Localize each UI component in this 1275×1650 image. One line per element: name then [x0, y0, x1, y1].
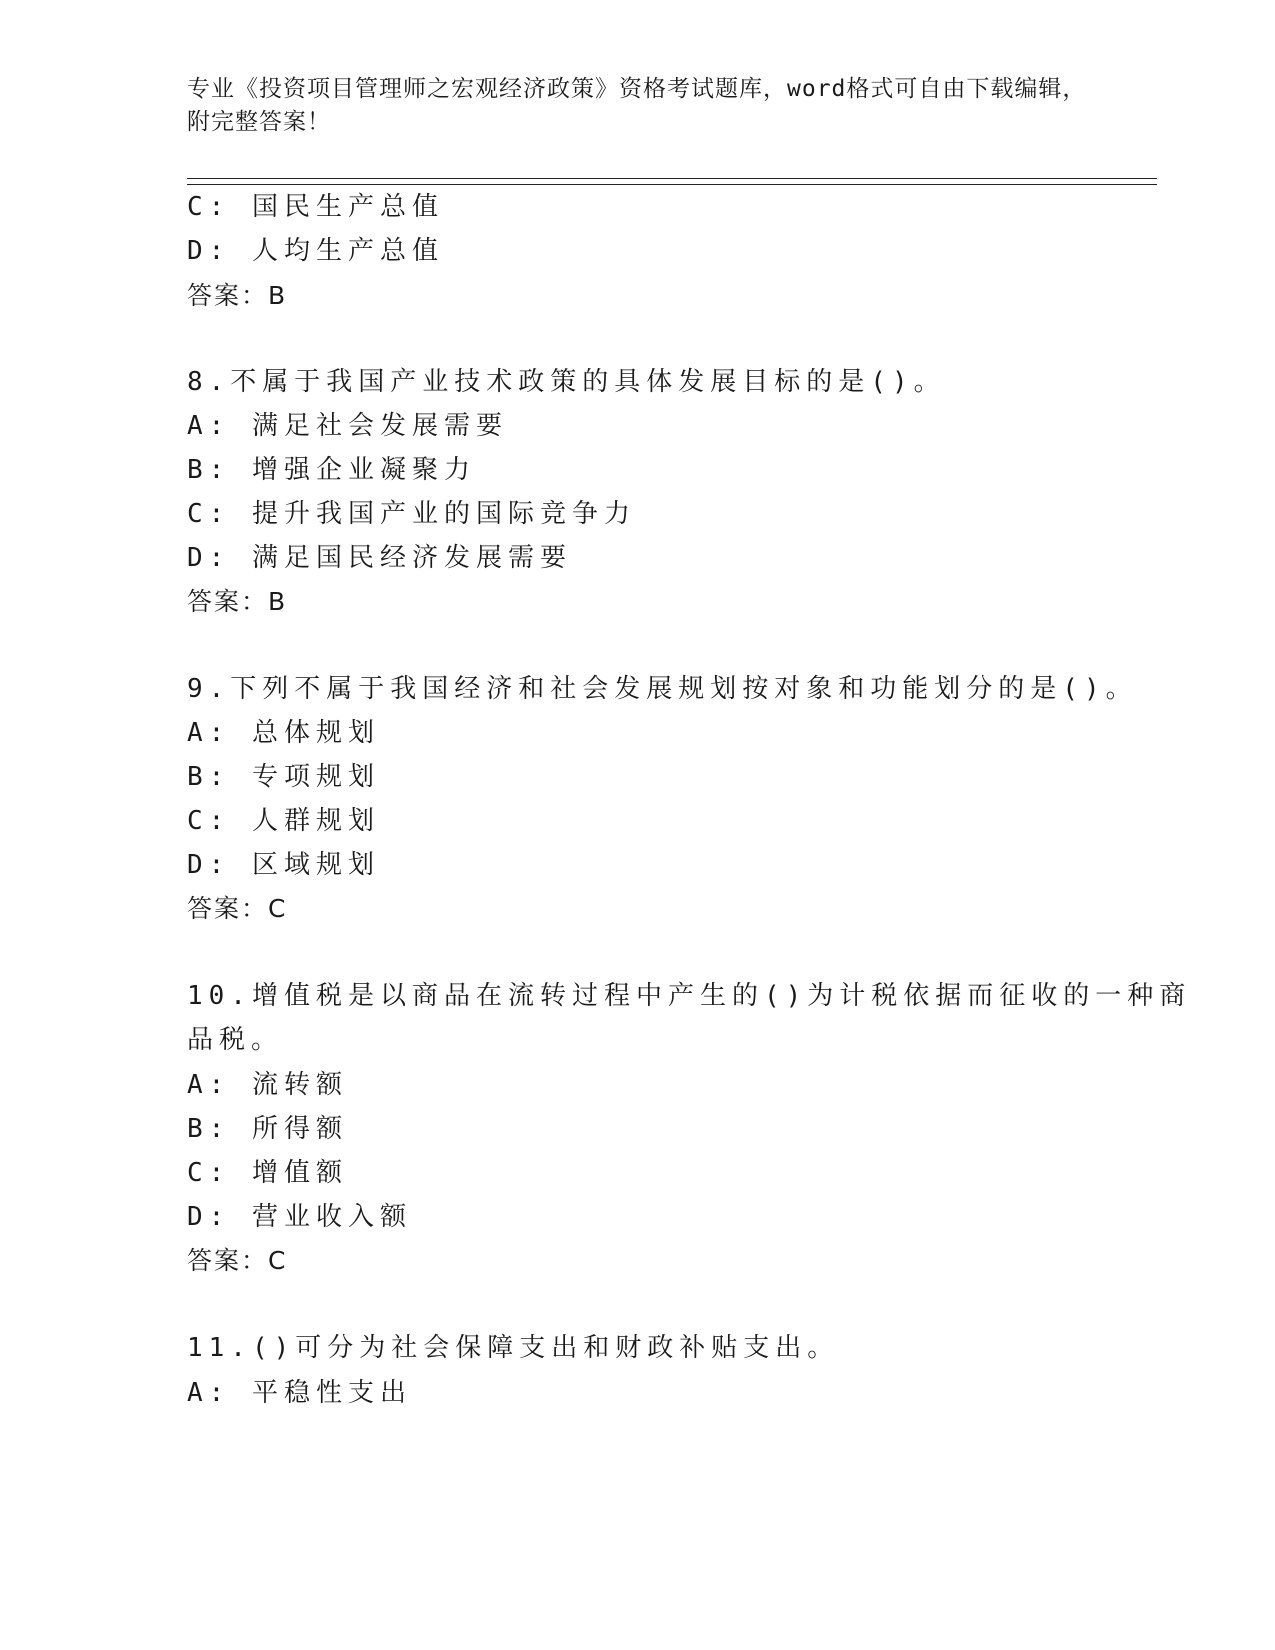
question-10: 10.增值税是以商品在流转过程中产生的()为计税依据而征收的一种商 — [187, 981, 1192, 1011]
answer: 答案：C — [187, 1246, 288, 1275]
header-rule-bottom — [187, 184, 1157, 185]
header-rule-top — [187, 178, 1157, 179]
option-a: A: 总体规划 — [187, 718, 380, 748]
option-a: A: 流转额 — [187, 1070, 348, 1100]
option-d: D: 营业收入额 — [187, 1202, 412, 1232]
option-c: C: 增值额 — [187, 1158, 348, 1188]
answer: 答案：C — [187, 894, 288, 923]
question-10-continued: 品税。 — [187, 1025, 284, 1055]
answer: 答案：B — [187, 587, 288, 616]
question-11: 11.()可分为社会保障支出和财政补贴支出。 — [187, 1333, 840, 1363]
option-b: B: 专项规划 — [187, 762, 380, 792]
document-header: 专业《投资项目管理师之宏观经济政策》资格考试题库，word格式可自由下载编辑，附完整答案！ — [187, 76, 1087, 135]
option-c: C: 提升我国产业的国际竞争力 — [187, 499, 636, 529]
question-9: 9.下列不属于我国经济和社会发展规划按对象和功能划分的是()。 — [187, 674, 1138, 704]
option-b: B: 所得额 — [187, 1114, 348, 1144]
option-a: A: 平稳性支出 — [187, 1378, 412, 1408]
option-c: C: 国民生产总值 — [187, 192, 444, 222]
option-d: D: 满足国民经济发展需要 — [187, 543, 572, 573]
option-c: C: 人群规划 — [187, 806, 380, 836]
option-b: B: 增强企业凝聚力 — [187, 455, 476, 485]
option-d: D: 区域规划 — [187, 850, 380, 880]
option-d: D: 人均生产总值 — [187, 236, 444, 266]
option-a: A: 满足社会发展需要 — [187, 411, 508, 441]
question-8: 8.不属于我国产业技术政策的具体发展目标的是()。 — [187, 367, 946, 397]
answer: 答案：B — [187, 281, 288, 310]
